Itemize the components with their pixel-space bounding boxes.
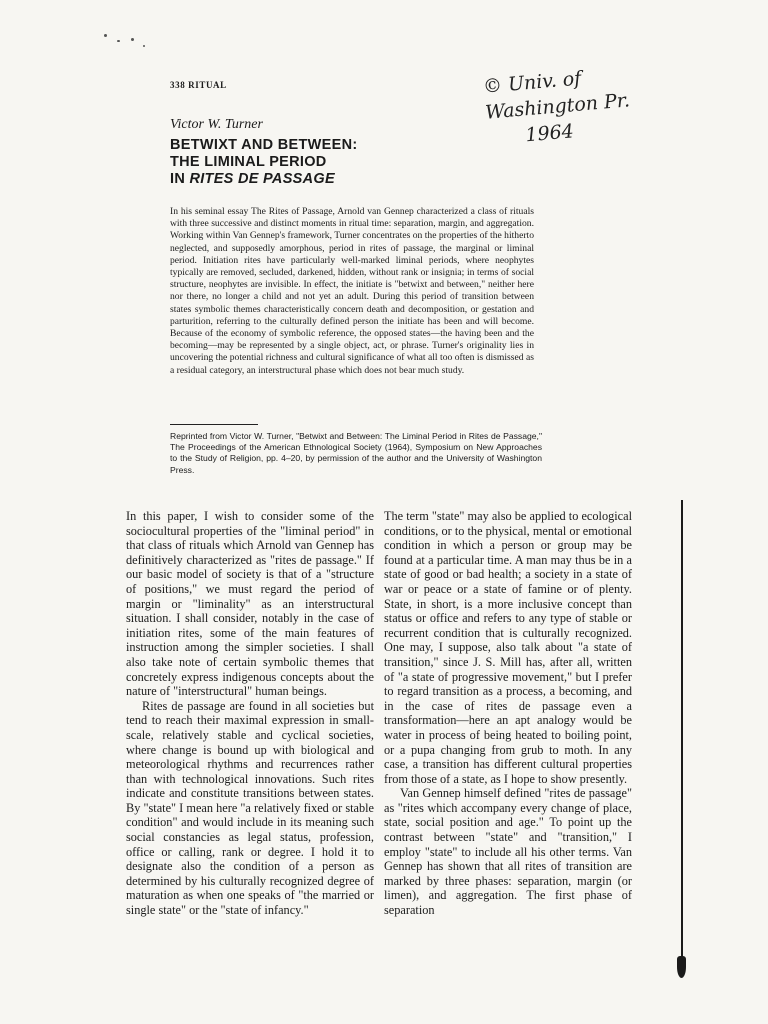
scan-speck <box>117 40 120 42</box>
author-name: Victor W. Turner <box>170 117 263 132</box>
margin-marker-line <box>681 500 683 960</box>
article-title <box>170 137 530 188</box>
title-line-1: BETWIXT AND BETWEEN: <box>170 137 358 153</box>
footnote-rule <box>170 424 258 425</box>
body-paragraph: In this paper, I wish to consider some of the sociocultural properties of the "liminal period" in that class of rituals which Arnold van Gennep has definitively characterized as "rites de passage." If our basic model of society is that of a "structure of positions," we must regard the period of margin or "liminality" as an interstructural situation. I shall consider, notably in the case of initiation rites, some of the main features of instruction among the simpler societies. I shall also take note of certain symbolic themes that concretely express indigenous concepts about the nature of "interstructural" human beings. <box>126 509 374 699</box>
reprint-note: Reprinted from Victor W. Turner, "Betwixt and Between: The Liminal Period in Rites de Passage," The Proceedings of the American Ethnological Society (1964), Symposium on New Approaches to the Study of Religion, pp. 4–20, by permission of the author and the University of Washington Press. <box>170 431 542 475</box>
title-line-3-italic: RITES DE PASSAGE <box>189 171 335 187</box>
scan-speck <box>131 38 134 41</box>
body-column-left <box>126 509 374 918</box>
scan-speck <box>143 45 145 47</box>
title-line-3-prefix: IN <box>170 171 190 187</box>
scan-speck <box>104 34 107 37</box>
margin-marker-end <box>677 956 686 978</box>
handwritten-note-line-2: 1964 <box>524 120 575 147</box>
body-paragraph: Van Gennep himself defined "rites de passage" as "rites which accompany every change of place, state, social position and age." To point up the contrast between "state" and "transition," I employ "state" to include all his other terms. Van Gennep has shown that all rites of transition are marked by three phases: separation, margin (or limen), and aggregation. The first phase of separation <box>384 786 632 918</box>
body-column-right <box>384 509 632 918</box>
title-line-3 <box>170 171 530 188</box>
body-paragraph: The term "state" may also be applied to ecological conditions, or to the physical, mental or emotional condition in which a person or group may be found at a particular time. A man may thus be in a state of good or bad health; a society in a state of war or peace or a state of famine or of plenty. State, in short, is a more inclusive concept than status or office and refers to any type of stable or recurrent condition that is culturally recognized. One may, I suppose, also talk about "a state of transition," since J. S. Mill has, after all, written of "a state of progressive movement," but I prefer to regard transition as a process, a becoming, and in the case of rites de passage even a transformation—here an apt analogy would be water in process of being heated to boiling point, or a pupa changing from grub to moth. In any case, a transition has different cultural properties from those of a state, as I hope to show presently. <box>384 509 632 786</box>
title-line-2: THE LIMINAL PERIOD <box>170 154 327 170</box>
body-paragraph: Rites de passage are found in all societies but tend to reach their maximal expression in small-scale, relatively stable and cyclical societies, where change is bound up with biological and meteorological rhythms and recurrences rather than with technological innovations. Such rites indicate and constitute transitions between states. By "state" I mean here "a relatively fixed or stable condition" and would include in its meaning such social constancies as legal status, profession, office or calling, rank or degree. I hold it to designate also the condition of a person as determined by his culturally recognized degree of maturation as when one speaks of "the married or single state" or the "state of infancy." <box>126 698 374 918</box>
running-head: 338 RITUAL <box>170 80 227 90</box>
handwritten-note-line-1: © Univ. of Washington Pr. <box>482 67 631 124</box>
abstract: In his seminal essay The Rites of Passage, Arnold van Gennep characterized a class of rituals with three successive and distinct moments in ritual time: separation, margin, and aggregation. Working within Van Gennep's framework, Turner concentrates on the properties of the hitherto neglected, and supposedly amorphous, period in rites of passage, the marginal or liminal period. Initiation rites have particularly well-marked liminal periods, where neophytes typically are removed, secluded, darkened, hidden, without rank or insignia; in terms of social structure, neophytes are invisible. In effect, the initiate is "betwixt and between," neither here nor there, no longer a child and not yet an adult. During this period of transition between states symbolic themes characteristically concern death and decomposition, or gestation and parturition, referring to the culturally defined person the initiate has been and will become. Because of the economy of symbolic reference, the opposed states—the having been and the becoming—may be represented by a single object, act, or phrase. Turner's originality lies in uncovering the potential richness and cultural significance of what all too often is dismissed as a residual category, an interstructural phase which does not bear much study. <box>170 206 534 376</box>
